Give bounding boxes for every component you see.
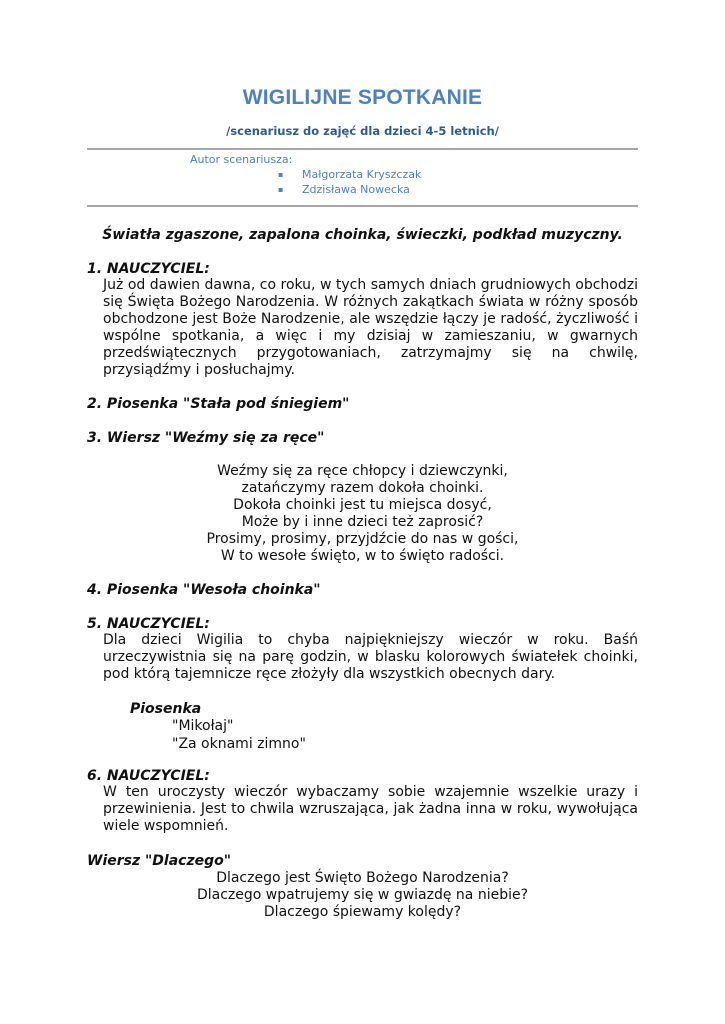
verse-line: Prosimy, prosimy, przyjdźcie do nas w gości, [206, 531, 519, 547]
top-divider [87, 148, 638, 150]
section-heading: 3. Wiersz "Weźmy się za ręce" [87, 430, 325, 446]
verse-line: W to wesołe święto, w to święto radości. [220, 548, 505, 564]
section-heading: 6. NAUCZYCIEL: [87, 768, 210, 784]
section-heading: 4. Piosenka "Wesoła choinka" [87, 582, 321, 598]
author-item [278, 168, 421, 181]
bullet-icon: ▪ [278, 170, 284, 179]
verse-line: zatańczymy razem dokoła choinki. [241, 480, 484, 496]
poem-verse [0, 463, 725, 565]
stage-direction: Światła zgaszone, zapalona choinka, świeczki, podkład muzyczny. [102, 227, 623, 243]
poem-verse [0, 870, 725, 921]
section-text: W ten uroczysty wieczór wybaczamy sobie wzajemnie wszelkie urazy i przewinienia. Jest to chwila wzruszająca, jak żadna inna w roku, wywołująca wiele wspomnień. [103, 784, 638, 834]
song-item: "Za oknami zimno" [172, 736, 306, 752]
document-subtitle: /scenariusz do zajęć dla dzieci 4-5 letnich/ [226, 124, 499, 138]
verse-line: Weźmy się za ręce chłopcy i dziewczynki, [217, 463, 508, 479]
author-name: Małgorzata Kryszczak [302, 168, 422, 181]
author-label: Autor scenariusza: [190, 153, 293, 166]
author-name: Zdzisława Nowecka [302, 183, 410, 196]
section-heading: 1. NAUCZYCIEL: [87, 261, 210, 277]
verse-line: Dlaczego wpatrujemy się w gwiazdę na niebie? [196, 887, 529, 903]
document-title: WIGILIJNE SPOTKANIE [242, 86, 483, 109]
bullet-icon: ▪ [278, 185, 284, 194]
section-heading: Wiersz "Dlaczego" [87, 853, 232, 869]
verse-line: Może by i inne dzieci też zaprosić? [241, 514, 484, 530]
verse-line: Dlaczego śpiewamy kolędy? [263, 904, 462, 920]
section-text: Dla dzieci Wigilia to chyba najpiękniejszy wieczór w roku. Baśń urzeczywistnia się na parę godzin, w blasku kolorowych światełek choinki, pod którą tajemnicze ręce złożyły dla wszystkich obecnych dary. [103, 632, 638, 682]
author-item [278, 183, 410, 196]
song-item: "Mikołaj" [172, 718, 234, 734]
verse-line: Dokoła choinki jest tu miejsca dosyć, [233, 497, 492, 513]
section-heading: 2. Piosenka "Stała pod śniegiem" [87, 396, 350, 412]
section-text: Już od dawien dawna, co roku, w tych samych dniach grudniowych obchodzi się Święta Bożego Narodzenia. W różnych zakątkach świata w różny sposób obchodzone jest Boże Narodzenie, ale wszędzie łączy je radość, życzliwość i wspólne spotkania, a więc i my dzisiaj w zamieszaniu, w gwarnych przedświątecznych przygotowaniach, zatrzymajmy się na chwilę, przysiądźmy i posłuchajmy. [103, 277, 638, 378]
song-label: Piosenka [130, 701, 202, 717]
verse-line: Dlaczego jest Święto Bożego Narodzenia? [216, 870, 509, 886]
section-heading: 5. NAUCZYCIEL: [87, 616, 210, 632]
bottom-divider [87, 205, 638, 207]
